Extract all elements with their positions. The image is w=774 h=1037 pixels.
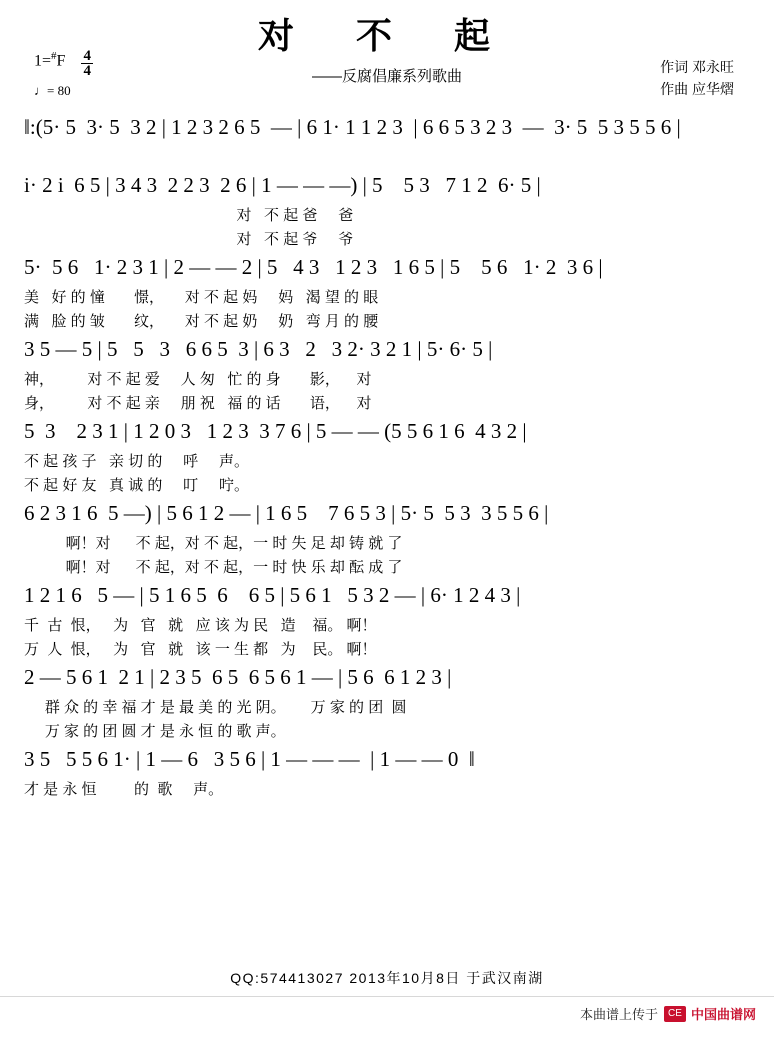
footer-divider — [0, 996, 774, 997]
upload-note: 本曲谱上传于 — [579, 1007, 658, 1022]
lyric-line-1: 对 不 起 爸 爸 — [24, 207, 354, 224]
notation-line: 1 2 1 6 5 — | 5 1 6 5 6 6 5 | 5 6 1 5 3 2 — | 6· 1 2 4 3 | — [24, 583, 521, 607]
notation-line: 3 5 5 5 6 1· | 1 — 6 3 5 6 | 1 — — — | 1 — — 0 ‖ — [24, 747, 475, 771]
lyric-line-2: 啊！对 不 起，对 不 起，一 时 快 乐 却 酝 成 了 — [24, 559, 403, 576]
system-5 — [0, 416, 774, 498]
key-signature: 1=#F — [34, 50, 66, 70]
lyric-line-1: 啊！对 不 起，对 不 起，一 时 失 足 却 铸 就 了 — [24, 535, 403, 552]
time-signature: $\frac{4}{4}$ — [83, 48, 91, 79]
lyricist-credit: 作词 邓永旺 — [660, 59, 734, 75]
page-title: 对 不 起 — [257, 15, 516, 56]
lyric-line-2: 对 不 起 爷 爷 — [24, 231, 354, 248]
system-9 — [0, 744, 774, 802]
lyric-line-2: 满 脸 的 皱 纹， 对 不 起 奶 奶 弯 月 的 腰 — [24, 313, 379, 330]
system-1 — [0, 112, 774, 170]
system-2 — [0, 170, 774, 252]
brand-name: 中国曲谱网 — [690, 1007, 756, 1022]
notation-line: ‖:(5· 5 3· 5 3 2 | 1 2 3 2 6 5 — | 6 1· 1 1 2 3 | 6 6 5 3 2 3 — 3· 5 5 3 5 5 6 | — [24, 115, 681, 139]
composer-credit: 作曲 应华熠 — [660, 81, 734, 97]
lyric-line-1: 不 起 孩 子 亲 切 的 呼 声。 — [24, 453, 250, 470]
system-6 — [0, 498, 774, 580]
lyric-line-1 — [24, 146, 750, 170]
system-3 — [0, 252, 774, 334]
system-8 — [0, 662, 774, 744]
brand-logo-icon: CE — [664, 1006, 686, 1022]
lyric-line-1: 美 好 的 憧 憬， 对 不 起 妈 妈 渴 望 的 眼 — [24, 289, 379, 306]
lyric-line-1: 神， 对 不 起 爱 人 匆 忙 的 身 影， 对 — [24, 371, 372, 388]
notation-line: 5· 5 6 1· 2 3 1 | 2 — — 2 | 5 4 3 1 2 3 1 6 5 | 5 5 6 1· 2 3 6 | — [24, 255, 603, 279]
notation-line: 3 5 — 5 | 5 5 3 6 6 5 3 | 6 3 2 3 2· 3 2 1 | 5· 6· 5 | — [24, 337, 493, 361]
lyric-line-1: 群 众 的 幸 福 才 是 最 美 的 光 阴。 万 家 的 团 圆 — [24, 699, 407, 716]
lyric-line-2: 万 家 的 团 圆 才 是 永 恒 的 歌 声。 — [24, 723, 286, 740]
notation-line: 5 3 2 3 1 | 1 2 0 3 1 2 3 3 7 6 | 5 — — (5 5 6 1 6 4 3 2 | — [24, 419, 527, 443]
credits-block — [660, 56, 734, 100]
music-body — [0, 112, 774, 802]
lyric-line-2: 万 人 恨， 为 官 就 该 一 生 都 为 民。 啊！ — [24, 641, 377, 658]
footer-contact: QQ:574413027 2013年10月8日 于武汉南湖 — [230, 970, 544, 986]
notation-line: i· 2 i 6 5 | 3 4 3 2 2 3 2 6 | 1 — — —) | 5 5 3 7 1 2 6· 5 | — [24, 173, 541, 197]
notation-line: 2 — 5 6 1 2 1 | 2 3 5 6 5 6 5 6 1 — | 5 6 6 1 2 3 | — [24, 665, 452, 689]
site-watermark — [580, 1004, 756, 1023]
system-7 — [0, 580, 774, 662]
tempo-marking: ♩= 80 — [34, 83, 71, 98]
page-subtitle: ——反腐倡廉系列歌曲 — [311, 68, 462, 85]
system-4 — [0, 334, 774, 416]
lyric-line-1: 千 古 恨， 为 官 就 应 该 为 民 造 福。 啊！ — [24, 617, 377, 634]
key-and-meter-block — [34, 50, 93, 99]
lyric-line-2: 不 起 好 友 真 诚 的 叮 咛。 — [24, 477, 250, 494]
notation-line: 6 2 3 1 6 5 —) | 5 6 1 2 — | 1 6 5 7 6 5 3 | 5· 5 5 3 3 5 5 6 | — [24, 501, 549, 525]
lyric-line-1: 才 是 永 恒 的 歌 声。 — [24, 781, 224, 798]
lyric-line-2: 身， 对 不 起 亲 朋 祝 福 的 话 语， 对 — [24, 395, 372, 412]
